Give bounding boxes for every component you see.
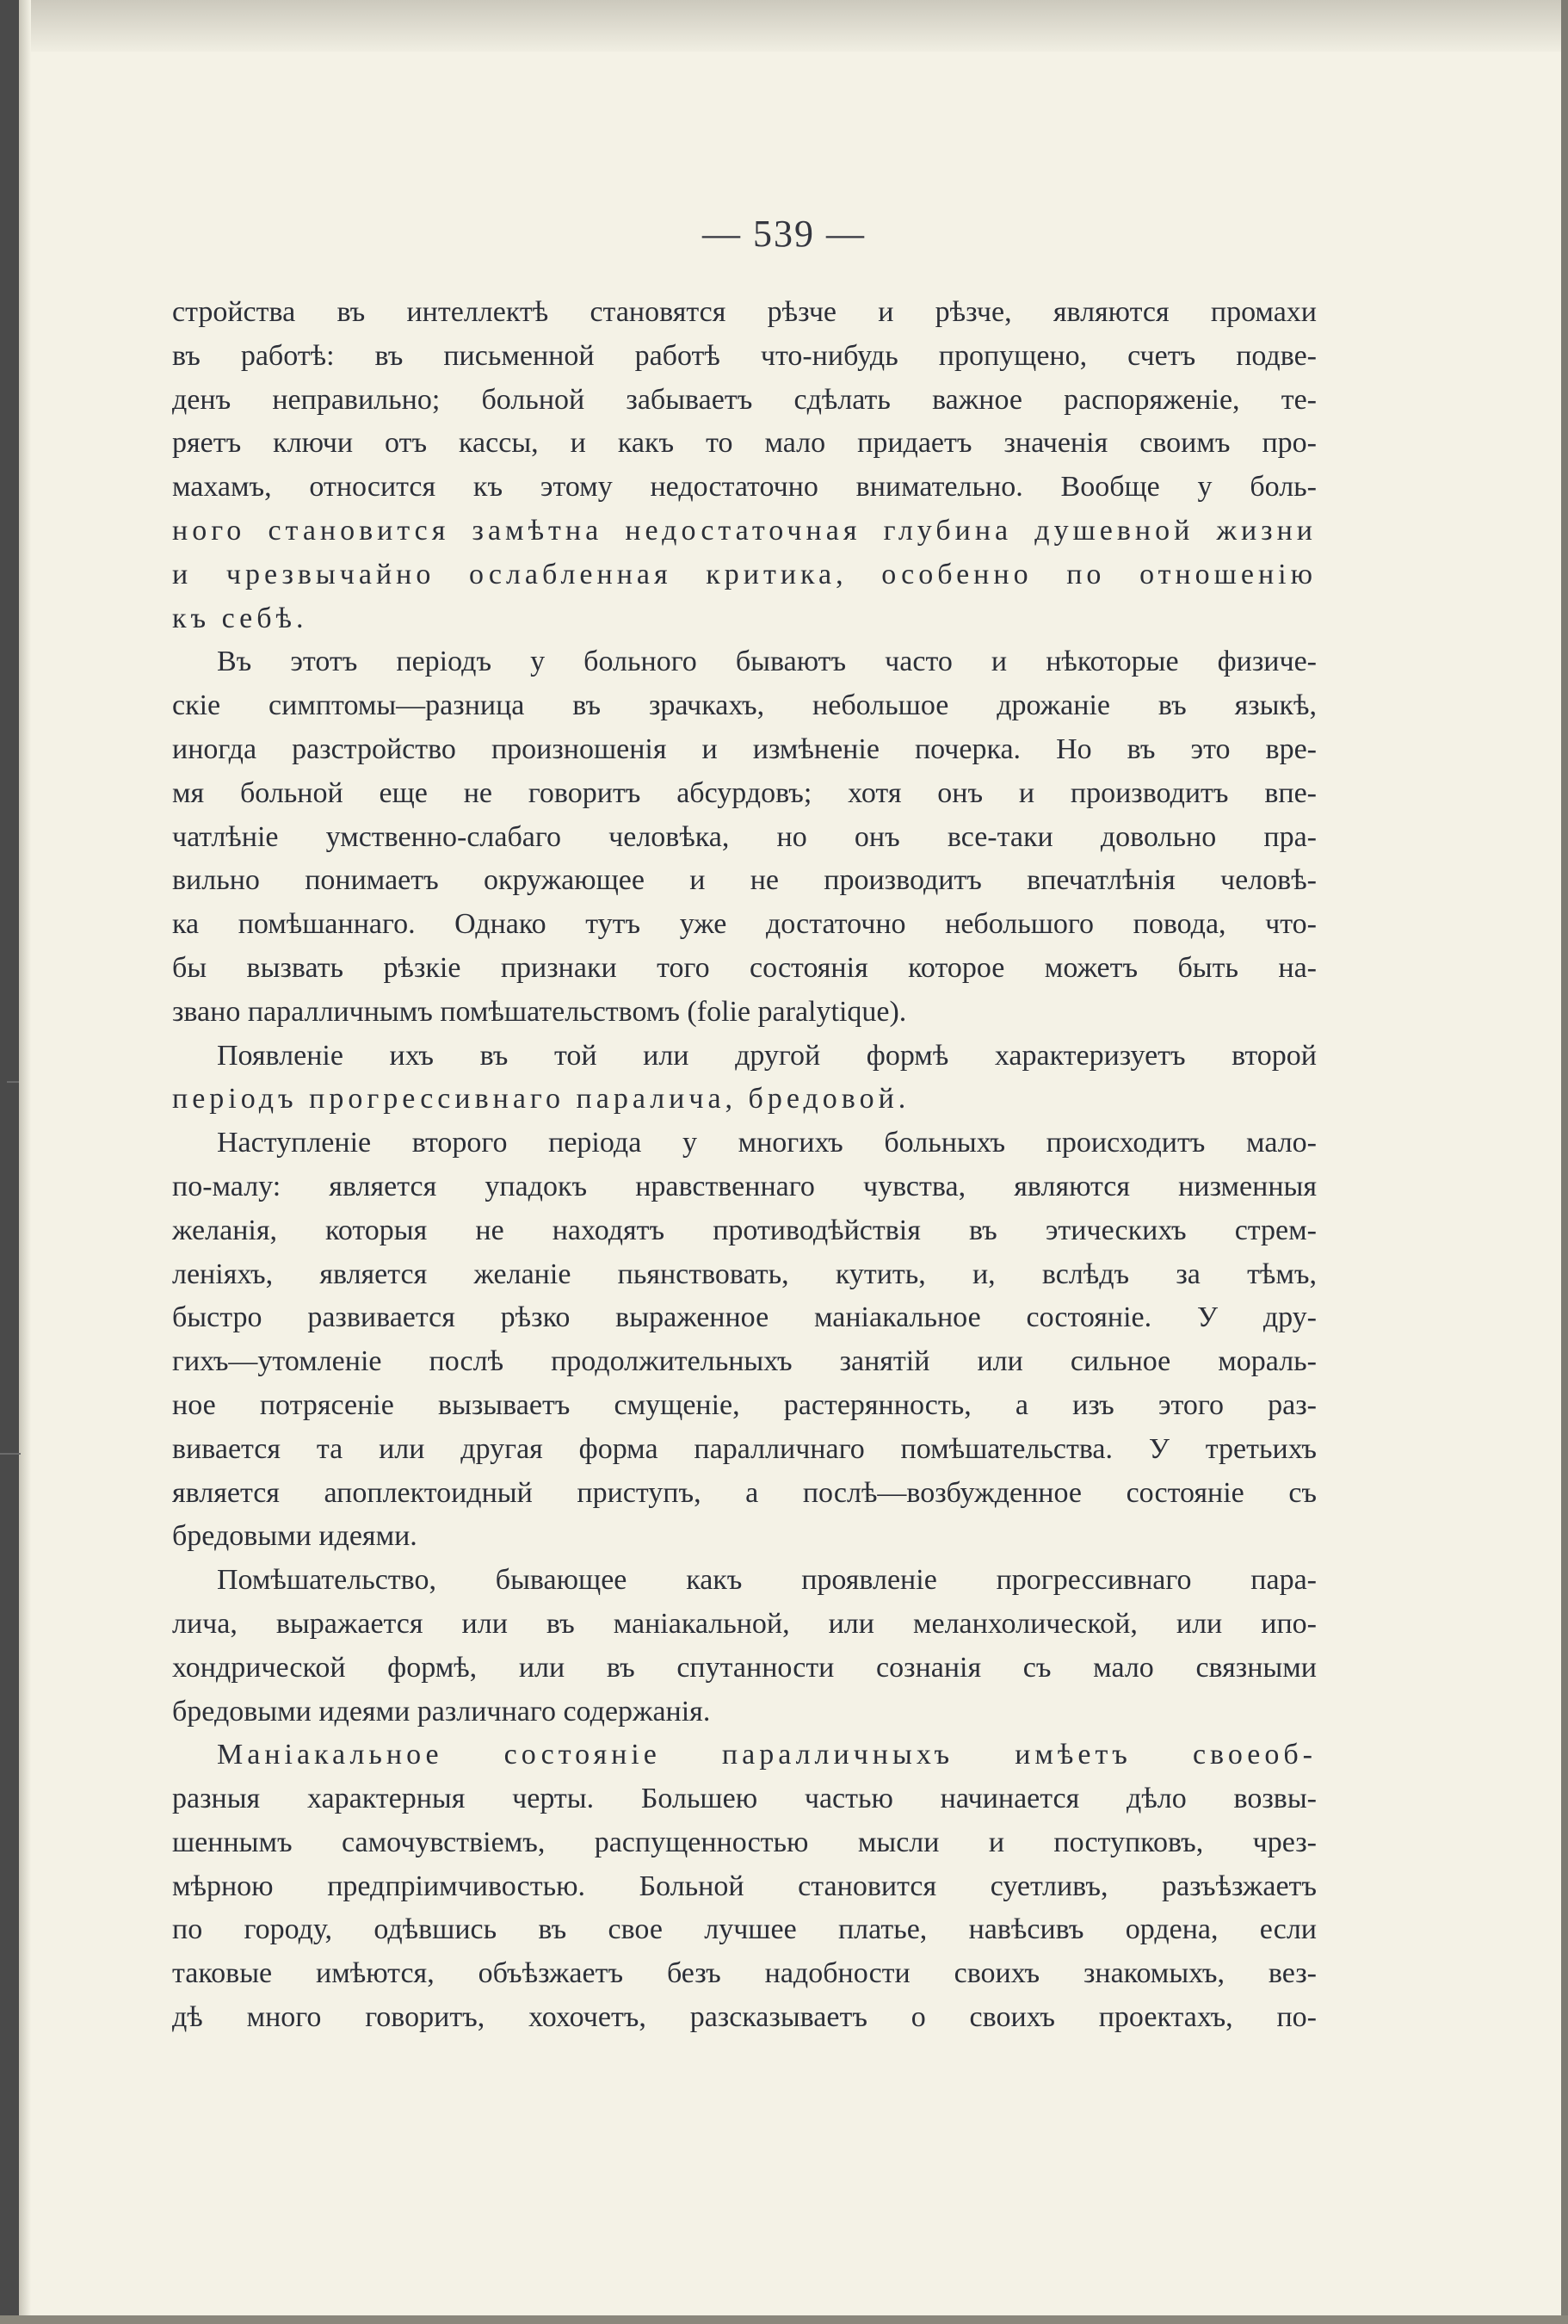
text-line: Помѣшательство, бывающее какъ проявленіе прогрессивнаго пара-: [217, 1564, 1317, 1597]
text-line: въ работѣ: въ письменной работѣ что-нибудь пропущено, счетъ подве-: [172, 339, 1317, 372]
text-line: по городу, одѣвшись въ свое лучшее платье, навѣсивъ ордена, если: [172, 1913, 1317, 1946]
scan-left-gutter: [19, 0, 31, 2324]
paragraph: [172, 1122, 1317, 1559]
margin-tick-mark: [0, 1453, 21, 1455]
scan-left-edge: [0, 0, 19, 2324]
text-line: скіе симптомы—разница въ зрачкахъ, небольшое дрожаніе въ языкѣ,: [172, 689, 1317, 722]
page-number: — 539 —: [702, 213, 866, 255]
text-line: денъ неправильно; больной забываетъ сдѣлать важное распоряженіе, те-: [172, 383, 1317, 416]
text-line: вивается та или другая форма паралличнаго помѣшательства. У третьихъ: [172, 1432, 1317, 1465]
paragraph: [172, 640, 1317, 1034]
text-line: по-малу: является упадокъ нравственнаго чувства, являются низменныя: [172, 1170, 1317, 1202]
text-line: періодъ прогрессивнаго паралича, бредовой.: [172, 1083, 911, 1116]
text-line: чатлѣніе умственно-слабаго человѣка, но онъ все-таки довольно пра-: [172, 820, 1317, 853]
scan-top-shadow: [0, 0, 1568, 52]
text-line: вильно понимаетъ окружающее и не производитъ впечатлѣнія человѣ-: [172, 864, 1317, 897]
text-line: Въ этотъ періодъ у больного бываютъ часто и нѣкоторые физиче-: [217, 646, 1317, 678]
text-line: хондрической формѣ, или въ спутанности сознанія съ мало связными: [172, 1651, 1317, 1684]
text-line: Наступленіе второго періода у многихъ больныхъ происходитъ мало-: [217, 1127, 1317, 1159]
paragraph: [172, 1734, 1317, 2040]
text-line: и чрезвычайно ослабленная критика, особенно по отношенію: [172, 558, 1317, 590]
text-line: леніяхъ, является желаніе пьянствовать, кутить, и, вслѣдъ за тѣмъ,: [172, 1258, 1317, 1290]
text-line: ное потрясеніе вызываетъ смущеніе, растерянность, а изъ этого раз-: [172, 1388, 1317, 1421]
margin-tick-mark: [7, 1081, 19, 1083]
text-line: желанія, которыя не находятъ противодѣйствія въ этическихъ стрем-: [172, 1214, 1317, 1246]
text-line: бредовыми идеями.: [172, 1520, 417, 1553]
text-line: бы вызвать рѣзкіе признаки того состоянія которое можетъ быть на-: [172, 951, 1317, 984]
text-line: Появленіе ихъ въ той или другой формѣ характеризуетъ второй: [217, 1039, 1317, 1072]
text-line: стройства въ интеллектѣ становятся рѣзче и рѣзче, являются промахи: [172, 296, 1317, 328]
text-line: бредовыми идеями различнаго содержанія.: [172, 1695, 711, 1728]
page-text: [172, 291, 1317, 2040]
text-line: иногда разстройство произношенія и измѣненіе почерка. Но въ это вре-: [172, 732, 1317, 765]
text-line: звано паралличнымъ помѣшательствомъ (folie paralytique).: [172, 995, 907, 1028]
paragraph: [172, 1035, 1317, 1122]
scan-bottom-edge: [0, 2315, 1568, 2324]
paragraph: [172, 1559, 1317, 1734]
text-line: является апоплектоидный приступъ, а послѣ—возбужденное состояніе съ: [172, 1476, 1317, 1509]
text-line: къ себѣ.: [172, 602, 308, 634]
paragraph-continuation: [172, 291, 1317, 640]
text-line: лича, выражается или въ маніакальной, или меланхолической, или ипо-: [172, 1607, 1317, 1640]
text-line: гихъ—утомленіе послѣ продолжительныхъ занятій или сильное мораль-: [172, 1345, 1317, 1378]
text-line: мя больной еще не говоритъ абсурдовъ; хотя онъ и производитъ впе-: [172, 776, 1317, 809]
text-line: таковые имѣются, объѣзжаетъ безъ надобности своихъ знакомыхъ, вез-: [172, 1957, 1317, 1990]
text-line: ного становится замѣтна недостаточная глубина душевной жизни: [172, 514, 1317, 547]
scan-right-edge: [1561, 0, 1568, 2324]
text-line: разныя характерныя черты. Большею частью начинается дѣло возвы-: [172, 1783, 1317, 1815]
text-line: махамъ, относится къ этому недостаточно внимательно. Вообще у боль-: [172, 471, 1317, 504]
text-line: ряетъ ключи отъ кассы, и какъ то мало придаетъ значенія своимъ про-: [172, 427, 1317, 460]
text-line: Маніакальное состояніе паралличныхъ имѣетъ своеоб-: [217, 1739, 1317, 1771]
text-line: ка помѣшаннаго. Однако тутъ уже достаточно небольшого повода, что-: [172, 908, 1317, 941]
text-line: мѣрною предпріимчивостью. Больной становится суетливъ, разъѣзжаетъ: [172, 1870, 1317, 1902]
text-line: дѣ много говоритъ, хохочетъ, разсказываетъ о своихъ проектахъ, по-: [172, 2001, 1317, 2034]
text-line: быстро развивается рѣзко выраженное маніакальное состояніе. У дру-: [172, 1301, 1317, 1334]
text-line: шеннымъ самочувствіемъ, распущенностью мысли и поступковъ, чрез-: [172, 1826, 1317, 1858]
